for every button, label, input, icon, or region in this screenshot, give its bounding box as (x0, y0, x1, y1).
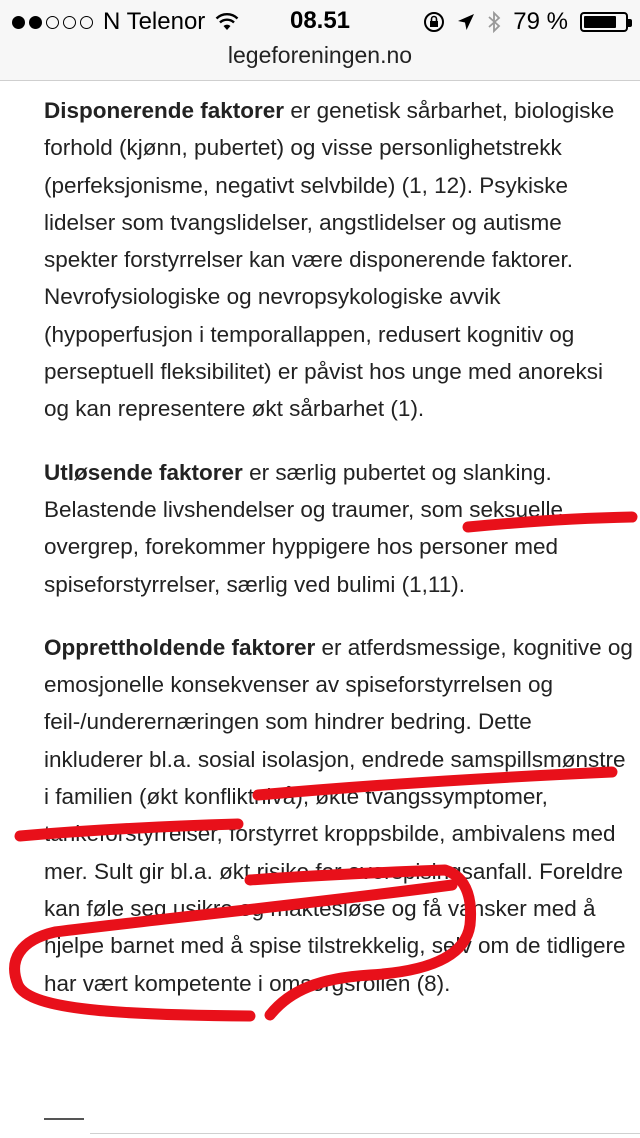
paragraph-utlosende (44, 454, 634, 603)
status-right (423, 8, 628, 36)
next-heading-fragment (44, 1118, 84, 1138)
orientation-lock-icon (423, 11, 445, 33)
carrier-name: N Telenor (103, 8, 206, 35)
address-bar[interactable] (0, 40, 640, 81)
article-body (44, 92, 634, 1028)
status-bar (0, 0, 640, 40)
paragraph-disponerende (44, 92, 634, 428)
paragraph-heading: Disponerende faktorer (44, 98, 285, 123)
paragraph-opprettholdende (44, 629, 634, 1002)
location-arrow-icon (457, 13, 475, 31)
paragraph-heading: Utløsende faktorer (44, 459, 243, 485)
clock-time: 08.51 (289, 7, 351, 34)
battery-icon (580, 12, 628, 32)
battery-fill (584, 16, 616, 28)
paragraph-heading: Opprettholdende faktorer (44, 634, 316, 660)
bluetooth-icon (487, 11, 501, 33)
divider (90, 1133, 640, 1134)
battery-percent: 79 % (513, 8, 568, 35)
paragraph-text: er genetisk sårbarhet, biologiske forhold (kjønn, pubertet) og visse personlighetstrekk (perfeksjonisme, negativt selvbilde) (1, 12). Psykiske lidelser som tvangslidelser, angstlidelser og autisme spekter forstyrrelser kan være disponerende faktorer. Nevrofysiologiske og nevropsykologiske avvik (hypoperfusjon i temporallappen, redusert kognitiv og perseptuell fleksibilitet) er påvist hos unge med anoreksi og kan representere økt sårbarhet (1). (44, 98, 615, 422)
paragraph-text: er atferdsmessige, kognitive og emosjonelle konsekvenser av spiseforstyrrelsen og feil-/underernæringen som hindrer bedring. Dette inkluderer bl.a. sosial isolasjon, endrede samspillsmønstre i familien (økt konfliktnivå), økte tvangssymptomer, tankeforstyrrelser, forstyrret kroppsbilde, ambivalens med mer. Sult gir bl.a. økt risiko for overspisingsanfall. Foreldre kan føle seg usikre og maktesløse og få vansker med å hjelpe barnet med å spise tilstrekkelig, selv om de tidligere har vært kompetente i omsorgsrollen (8). (44, 634, 633, 996)
url-text[interactable]: legeforeningen.no (227, 42, 413, 68)
paragraph-text: er særlig pubertet og slanking. Belastende livshendelser og traumer, som seksuelle overgrep, forekommer hyppigere hos personer med spiseforstyrrelser, særlig ved bulimi (1,11). (44, 459, 564, 597)
